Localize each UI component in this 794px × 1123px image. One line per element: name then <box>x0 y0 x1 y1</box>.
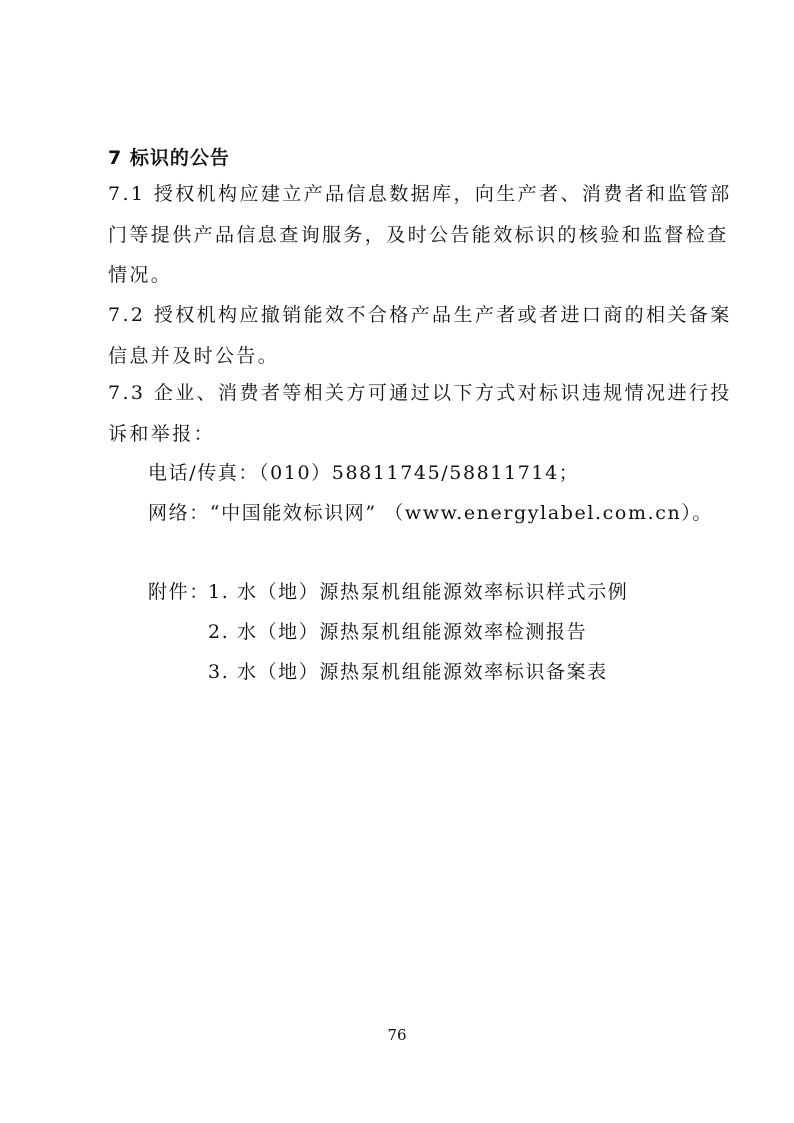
attachment-item-3: 3. 水（地）源热泵机组能源效率标识备案表 <box>208 661 608 683</box>
clause-7-3-line-1: 7.3 企业、消费者等相关方可通过以下方式对标识违规情况进行投 <box>108 382 732 404</box>
attachment-item-2: 2. 水（地）源热泵机组能源效率检测报告 <box>208 621 588 643</box>
clause-7-1-line-2: 门等提供产品信息查询服务，及时公告能效标识的核验和监督检查 <box>108 223 729 246</box>
clause-7-3-line-2: 诉和举报： <box>108 422 216 445</box>
clause-7-1 <box>108 174 732 296</box>
contact-web: 网络：“中国能效标识网” （www.energylabel.com.cn）。 <box>148 502 713 524</box>
clause-7-1-line-3: 情况。 <box>108 264 173 286</box>
attachments-label: 附件： <box>148 581 210 603</box>
attachment-item-1: 1. 水（地）源热泵机组能源效率标识样式示例 <box>208 581 629 603</box>
page-number: 76 <box>387 1026 407 1044</box>
clause-7-2-line-2: 信息并及时公告。 <box>108 344 280 367</box>
clause-7-3 <box>108 373 732 454</box>
clause-7-2-line-1: 7.2 授权机构应撤销能效不合格产品生产者或者进口商的相关备案 <box>108 304 732 326</box>
clause-7-2 <box>108 295 732 376</box>
section-heading: 7 标识的公告 <box>108 147 230 169</box>
clause-7-1-line-1: 7.1 授权机构应建立产品信息数据库，向生产者、消费者和监管部 <box>108 183 732 205</box>
contact-phone: 电话/传真：（010）58811745/58811714； <box>148 462 580 484</box>
